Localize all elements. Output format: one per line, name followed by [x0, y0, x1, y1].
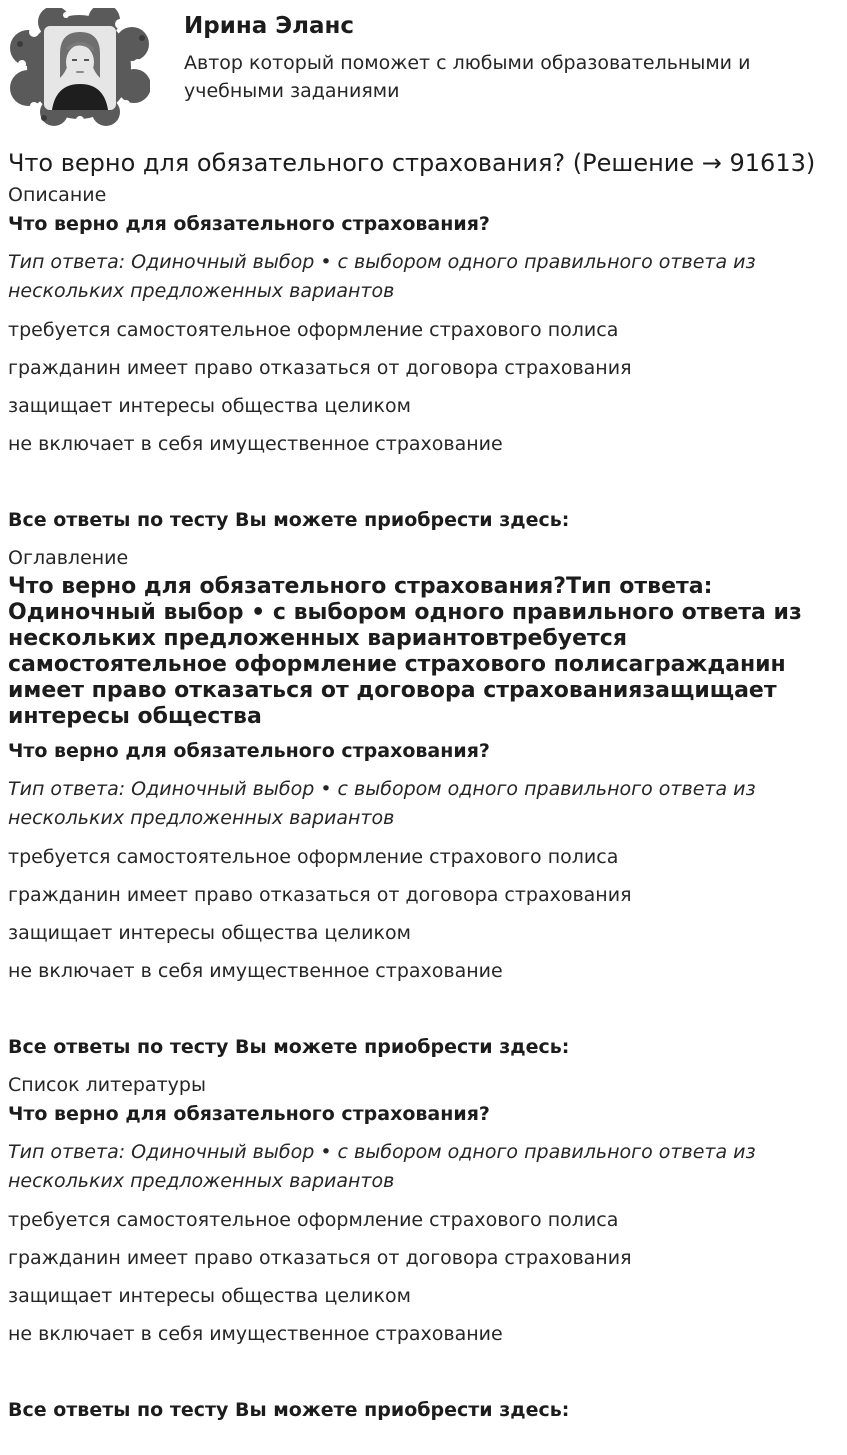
- answer-option: не включает в себя имущественное страхование: [8, 960, 503, 982]
- answer-option: не включает в себя имущественное страхование: [8, 433, 503, 455]
- answer-option: не включает в себя имущественное страхование: [8, 1323, 503, 1345]
- question-text: Что верно для обязательного страхования?: [8, 740, 490, 762]
- answer-option: гражданин имеет право отказаться от договора страхования: [8, 884, 632, 906]
- answer-type: Тип ответа: Одиночный выбор • с выбором одного правильного ответа из нескольких предложенных вариантов: [8, 778, 756, 829]
- toc-heading: Что верно для обязательного страхования?Тип ответа: Одиночный выбор • с выбором одного правильного ответа из нескольких предложенных вариантовтребуется самостоятельное оформление страхового полисагражданин имеет право отказаться от договора страхованиязащищает интересы общества: [8, 574, 802, 729]
- answer-option: защищает интересы общества целиком: [8, 922, 411, 944]
- section-label: Список литературы: [8, 1074, 206, 1096]
- answer-type: Тип ответа: Одиночный выбор • с выбором одного правильного ответа из нескольких предложенных вариантов: [8, 1141, 756, 1192]
- answer-option: требуется самостоятельное оформление страхового полиса: [8, 846, 619, 868]
- answer-option: гражданин имеет право отказаться от договора страхования: [8, 357, 632, 379]
- main-content: [8, 145, 838, 1434]
- buy-answers-text: Все ответы по тесту Вы можете приобрести здесь:: [8, 1036, 570, 1058]
- answer-option: требуется самостоятельное оформление страхового полиса: [8, 1209, 619, 1231]
- author-avatar: [8, 8, 150, 126]
- question-text: Что верно для обязательного страхования?: [8, 213, 490, 235]
- answer-option: защищает интересы общества целиком: [8, 395, 411, 417]
- answer-option: защищает интересы общества целиком: [8, 1285, 411, 1307]
- description-section: [8, 181, 838, 534]
- answer-type: Тип ответа: Одиночный выбор • с выбором одного правильного ответа из нескольких предложенных вариантов: [8, 251, 756, 302]
- buy-answers-text: Все ответы по тесту Вы можете приобрести здесь:: [8, 509, 570, 531]
- buy-answers-text: Все ответы по тесту Вы можете приобрести здесь:: [8, 1399, 570, 1421]
- section-label: Оглавление: [8, 547, 129, 569]
- toc-section: [8, 544, 838, 1061]
- author-name: Ирина Эланс: [184, 13, 355, 39]
- bibliography-section: [8, 1071, 838, 1424]
- author-header: [0, 0, 847, 130]
- question-text: Что верно для обязательного страхования?: [8, 1103, 490, 1125]
- section-label: Описание: [8, 184, 107, 206]
- page-title: Что верно для обязательного страхования? (Решение → 91613): [8, 149, 816, 177]
- answer-option: требуется самостоятельное оформление страхового полиса: [8, 319, 619, 341]
- answer-option: гражданин имеет право отказаться от договора страхования: [8, 1247, 632, 1269]
- author-bio: Автор который поможет с любыми образовательными и учебными заданиями: [184, 52, 751, 102]
